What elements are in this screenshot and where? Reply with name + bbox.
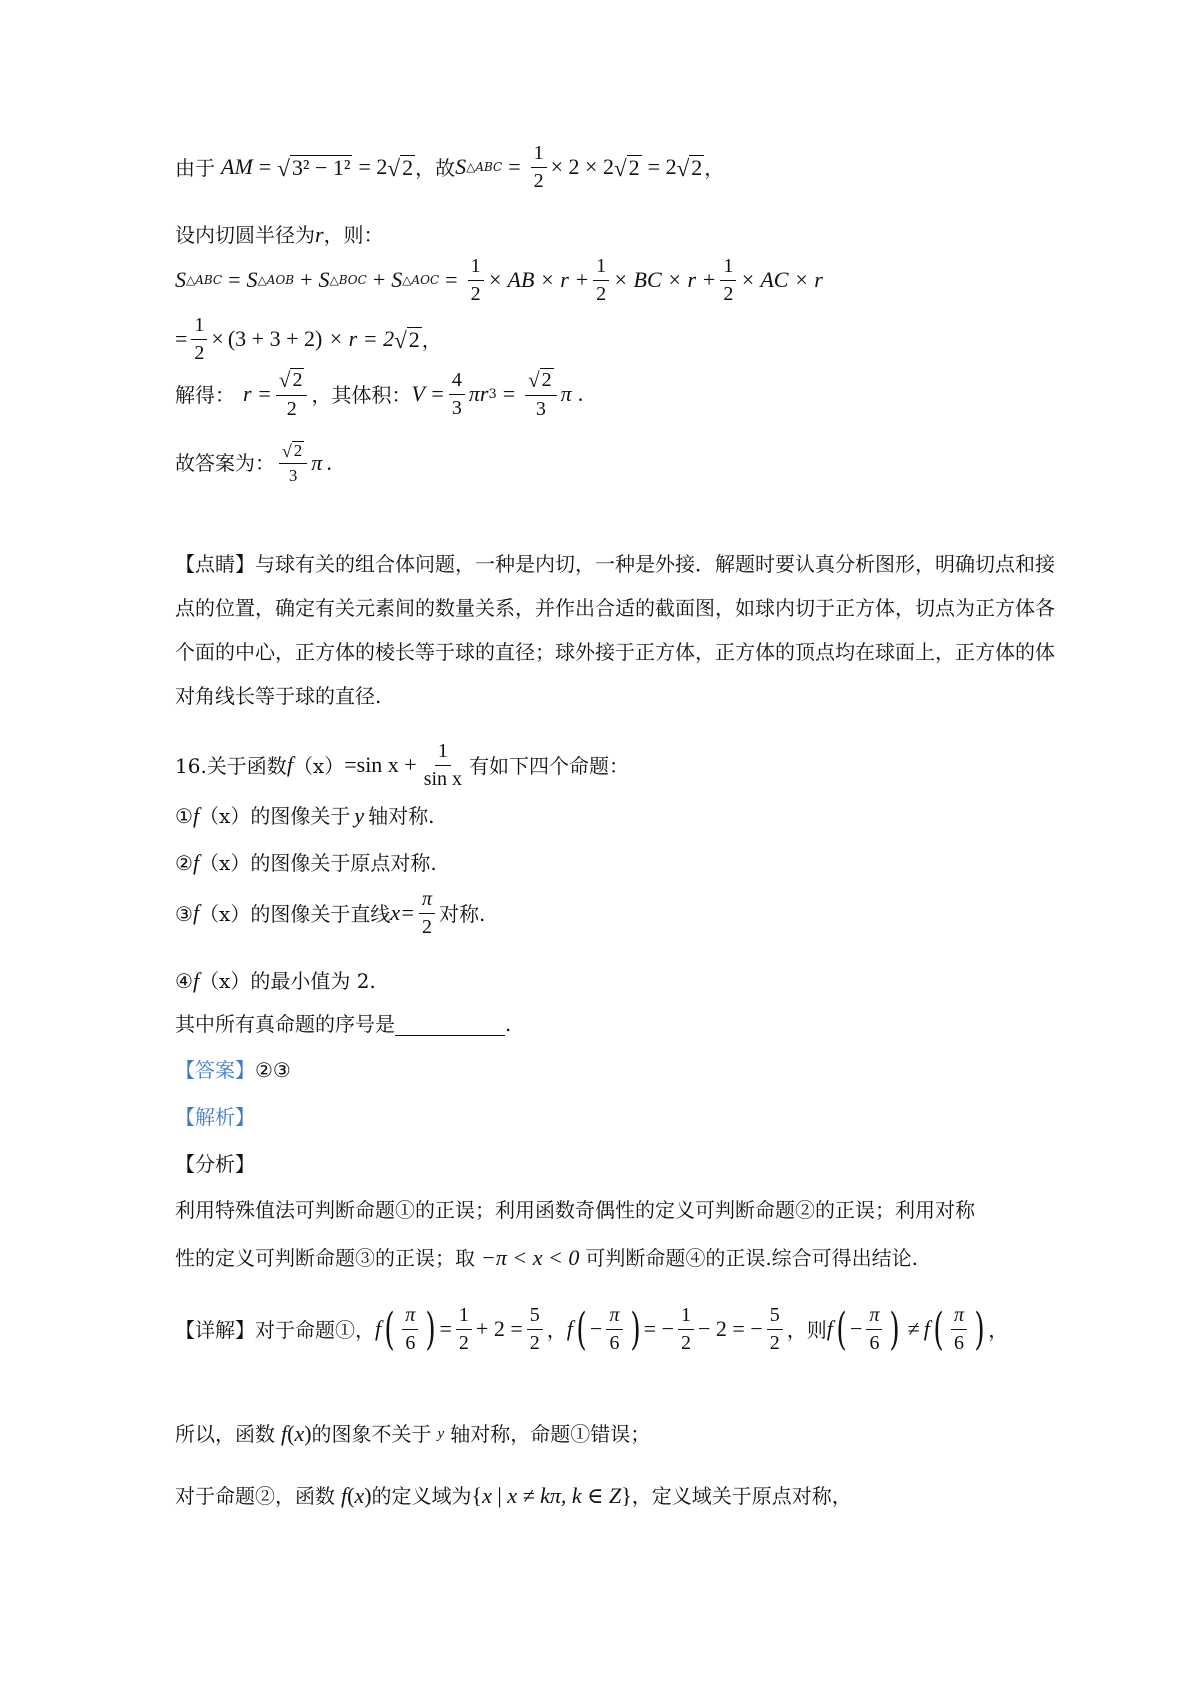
text: 有如下四个命题： [469, 753, 630, 778]
circled-1: ① [175, 804, 193, 829]
math-expression: + 2 = [475, 1316, 523, 1342]
note-paragraph: 【点睛】与球有关的组合体问题，一种是内切，一种是外接．解题时要认真分析图形，明确切点和接点的位置，确定有关元素间的数量关系，并作出合适的截面图，如球内切于正方体，切点为正方体各个面的中心，正方体的棱长等于球的直径；球外接于正方体，正方体的顶点均在球面上，正方体的体对角线长等于球的直径. [175, 552, 1055, 708]
subscript: △ABC [186, 273, 223, 288]
text: ， [988, 1317, 1009, 1342]
math-term: × AB × r + [487, 267, 590, 293]
numerator: π [951, 1304, 967, 1330]
math-term: × r = 2 [328, 326, 395, 352]
text: 的图像关于 [250, 804, 351, 829]
answer-label: 【答案】 [175, 1058, 255, 1082]
paren-content: 3 + 3 + 2 [235, 326, 315, 352]
text: 利用特殊值法可判断命题①的正误；利用函数奇偶性的定义可判断命题②的正误；利用对称 [175, 1198, 975, 1222]
fraction-half [720, 255, 736, 306]
math-pi: π [311, 450, 323, 476]
so-line [175, 1421, 1050, 1447]
denominator: sin x [423, 768, 463, 790]
analysis-heading: 【解析】 [175, 1105, 255, 1129]
math-pi-r: πr [468, 381, 489, 407]
line-radius [175, 222, 1050, 248]
analysis-label [175, 1105, 1050, 1129]
math-f: f [826, 1316, 833, 1342]
math-interval: −π < x < 0 [481, 1245, 580, 1270]
fraction-pi-over-6 [951, 1304, 967, 1355]
fraction-sqrt2-over-2: √ 2 2 [276, 368, 308, 421]
math-f: f [192, 968, 200, 993]
text: 的图像关于原点对称. [250, 851, 437, 876]
paren-group: (3 + 3 + 2) [227, 326, 323, 352]
math-x: （x） [199, 901, 251, 926]
proposition-3 [175, 888, 1050, 939]
subscript: △AOC [402, 273, 440, 288]
denominator: 3 [288, 466, 298, 486]
answer-line [175, 1058, 1050, 1082]
math-eq: = [445, 267, 458, 293]
fraction-half [678, 1304, 694, 1355]
sqrt-2: √ 2 [387, 154, 414, 181]
math-plus: + [372, 267, 386, 293]
math-expression: − 2 = − [698, 1316, 763, 1342]
math-x-eq: x= [390, 900, 415, 926]
set-condition: x ≠ kπ, k ∈ Z [507, 1483, 622, 1508]
text: ， [704, 155, 725, 180]
subscript: △AOB [257, 273, 295, 288]
text: 的图象不关于 [311, 1422, 432, 1447]
denominator: 3 [451, 397, 462, 419]
fraction-sqrt2-over-3: √ 2 3 [525, 368, 557, 421]
math-f: f [923, 1316, 930, 1342]
denominator: 6 [609, 1332, 620, 1354]
math-s: S [175, 267, 186, 293]
fraction-sqrt2-over-3: √ 2 3 [279, 441, 307, 486]
circled-3: ③ [175, 901, 193, 926]
text: 对于命题①， [255, 1317, 375, 1342]
text: 解得： [175, 382, 235, 407]
text: ，则 [786, 1317, 827, 1342]
detail-line [175, 1304, 1050, 1355]
circled-2: ② [175, 851, 193, 876]
text: ，定义域关于原点对称， [631, 1484, 852, 1509]
text: 设内切圆半径为 [175, 223, 315, 248]
numerator: 1 [678, 1304, 694, 1330]
line-answer-final [175, 441, 1050, 486]
fraction-pi-over-6 [866, 1304, 882, 1355]
line-am [175, 142, 1050, 193]
fenxi-line-1 [175, 1198, 1050, 1222]
math-f: f [341, 1483, 348, 1508]
math-s: S [246, 267, 258, 293]
text: . [326, 450, 332, 476]
math-v: V = [411, 381, 445, 407]
paren-close: ) [889, 1303, 901, 1355]
numerator: 1 [468, 255, 484, 281]
math-minus: − [590, 1316, 603, 1342]
text: . [577, 381, 584, 407]
paren-close: ) [425, 1303, 437, 1355]
fraction-pi-over-6 [606, 1304, 622, 1355]
sqrt-2: √ 2 [613, 154, 640, 181]
math-y: y [354, 803, 365, 828]
math-am: AM [221, 154, 253, 180]
math-eq: = [258, 154, 272, 180]
line-solve [175, 368, 1050, 421]
text: 轴对称，命题①错误； [450, 1422, 651, 1447]
math-f: f [192, 900, 200, 926]
numerator: 1 [191, 314, 207, 340]
fraction-half [191, 314, 207, 365]
denominator: 2 [769, 1332, 780, 1354]
text: 性的定义可判断命题③的正误；取 [175, 1246, 475, 1271]
superscript: 3 [488, 386, 497, 402]
text: 其中所有真命题的序号是 [175, 1012, 395, 1036]
paren-group: (x) [347, 1483, 372, 1508]
proposition-2 [175, 850, 1050, 876]
paren-open: ( [576, 1303, 587, 1355]
denominator: 2 [470, 283, 481, 305]
prop2-line [175, 1483, 1050, 1509]
text: 的最小值为 2. [250, 969, 376, 994]
math-f: f [281, 1421, 288, 1446]
math-f: f [286, 752, 293, 778]
detail-heading: 【详解】 [175, 1317, 255, 1342]
text: 的定义域为 [371, 1484, 472, 1509]
math-expression: =sin x + [344, 752, 417, 778]
question-16 [175, 740, 1050, 791]
math-expression: = − [643, 1316, 674, 1342]
radicand: 3² − 1² [291, 154, 351, 180]
paren-open: ( [384, 1303, 395, 1355]
denominator: 6 [869, 1332, 880, 1354]
math-eq: = [439, 1316, 452, 1342]
subscript: △BOC [329, 273, 367, 288]
numerator: π [606, 1304, 622, 1330]
radicand: 2 [402, 154, 414, 180]
text: ，其体积： [311, 382, 412, 407]
numerator: 1 [531, 142, 547, 168]
answer-blank [395, 1013, 505, 1036]
fraction-half [531, 142, 547, 193]
line-area-sum [175, 255, 1050, 306]
math-minus: − [850, 1316, 863, 1342]
math-x: （x） [292, 753, 345, 778]
text: ，则： [323, 223, 384, 248]
fraction-pi-over-6 [402, 1304, 418, 1355]
math-y: y [437, 1426, 445, 1443]
denominator: 2 [194, 342, 205, 364]
text: 对称. [439, 901, 486, 926]
paren-open: ( [933, 1303, 944, 1355]
math-eq: = [228, 267, 241, 293]
sqrt-2: √ 2 [394, 326, 420, 353]
fraction-four-thirds [449, 369, 465, 420]
subscript: △ABC [466, 160, 503, 175]
fraction-pi-over-2 [419, 888, 435, 939]
fraction-five-halves [527, 1304, 543, 1355]
text: 所以，函数 [175, 1422, 275, 1447]
text: ， [421, 327, 442, 352]
denominator: 2 [533, 170, 544, 192]
paren-close: ) [974, 1303, 985, 1355]
math-eq: = [508, 154, 521, 180]
math-term: × AC × r [740, 267, 823, 293]
fraction-1-over-sinx [421, 740, 465, 791]
fraction-half [593, 255, 609, 306]
math-s: S [318, 267, 330, 293]
fenxi-heading: 【分析】 [175, 1152, 255, 1176]
math-product: × 2 × 2 [550, 154, 614, 180]
math-f: f [566, 1316, 573, 1342]
denominator: 2 [723, 283, 734, 305]
answer-value: ②③ [255, 1058, 291, 1082]
numerator: π [402, 1304, 418, 1330]
denominator: 2 [421, 916, 432, 938]
paren-close: ) [629, 1303, 641, 1355]
sqrt-expression: √ 3² − 1² [277, 154, 351, 181]
numerator: π [866, 1304, 882, 1330]
radicand: 2 [541, 369, 552, 391]
numerator: 4 [449, 369, 465, 395]
denominator: 6 [405, 1332, 416, 1354]
math-r: r [315, 222, 324, 247]
paren-open: ( [836, 1303, 847, 1355]
radicand: 2 [408, 326, 420, 352]
numerator: 1 [456, 1304, 472, 1330]
math-x: （x） [199, 851, 251, 876]
math-x: x [294, 1421, 305, 1446]
numerator: 1 [720, 255, 736, 281]
set-notation: {x | x ≠ kπ, k ∈ Z} [471, 1483, 632, 1508]
math-eq: = [175, 326, 188, 352]
question-number: 16.关于函数 [175, 753, 287, 778]
fraction-half [468, 255, 484, 306]
fraction-half [456, 1304, 472, 1355]
set-var: x [482, 1483, 492, 1508]
denominator: 2 [286, 398, 297, 420]
numerator: 5 [527, 1304, 543, 1330]
numerator: 5 [767, 1304, 783, 1330]
math-neq: ≠ [907, 1316, 920, 1342]
numerator: 1 [593, 255, 609, 281]
proposition-4 [175, 968, 1050, 994]
math-eq: = [502, 381, 516, 407]
denominator: 6 [954, 1332, 965, 1354]
denominator: 2 [681, 1332, 691, 1354]
proposition-1 [175, 803, 1050, 829]
sqrt-2: √ 2 [676, 154, 703, 181]
fraction-five-halves [767, 1304, 783, 1355]
circled-4: ④ [175, 969, 193, 994]
question-prompt [175, 1012, 1050, 1036]
math-term: × BC × r + [613, 267, 717, 293]
math-x: （x） [199, 804, 251, 829]
numerator: π [419, 888, 435, 914]
math-pi: π [560, 381, 572, 407]
math-f: f [375, 1316, 382, 1342]
math-times: × [211, 326, 224, 352]
math-s: S [455, 154, 467, 180]
denominator: 3 [535, 398, 546, 420]
math-x: （x） [199, 969, 251, 994]
math-f: f [192, 850, 200, 875]
text: 由于 [175, 155, 215, 180]
radicand: 2 [293, 441, 303, 460]
math-x: x [354, 1483, 365, 1508]
math-result: = 2 [358, 154, 388, 180]
radicand: 2 [628, 154, 640, 180]
math-r: r = [243, 381, 272, 407]
text: ， [546, 1317, 567, 1342]
math-result: = 2 [647, 154, 677, 180]
math-s: S [391, 267, 403, 293]
text: 轴对称. [368, 804, 435, 829]
denominator: 2 [596, 283, 607, 305]
line-area-value [175, 314, 1050, 365]
radicand: 2 [292, 369, 303, 391]
text: 的图像关于直线 [250, 901, 391, 926]
radicand: 2 [691, 154, 703, 180]
text: 故答案为： [175, 451, 275, 476]
denominator: 2 [458, 1332, 469, 1354]
fenxi-line-2 [175, 1245, 1050, 1271]
fenxi-label [175, 1152, 1050, 1176]
denominator: 2 [529, 1332, 540, 1354]
text: . [505, 1012, 512, 1036]
math-plus: + [300, 267, 313, 293]
numerator: 1 [435, 740, 451, 766]
paren-group: (x) [287, 1421, 312, 1446]
text: ，故 [415, 155, 456, 180]
text: 对于命题②，函数 [175, 1484, 335, 1509]
text: 可判断命题④的正误.综合可得出结论. [585, 1246, 919, 1271]
math-f: f [192, 803, 200, 828]
